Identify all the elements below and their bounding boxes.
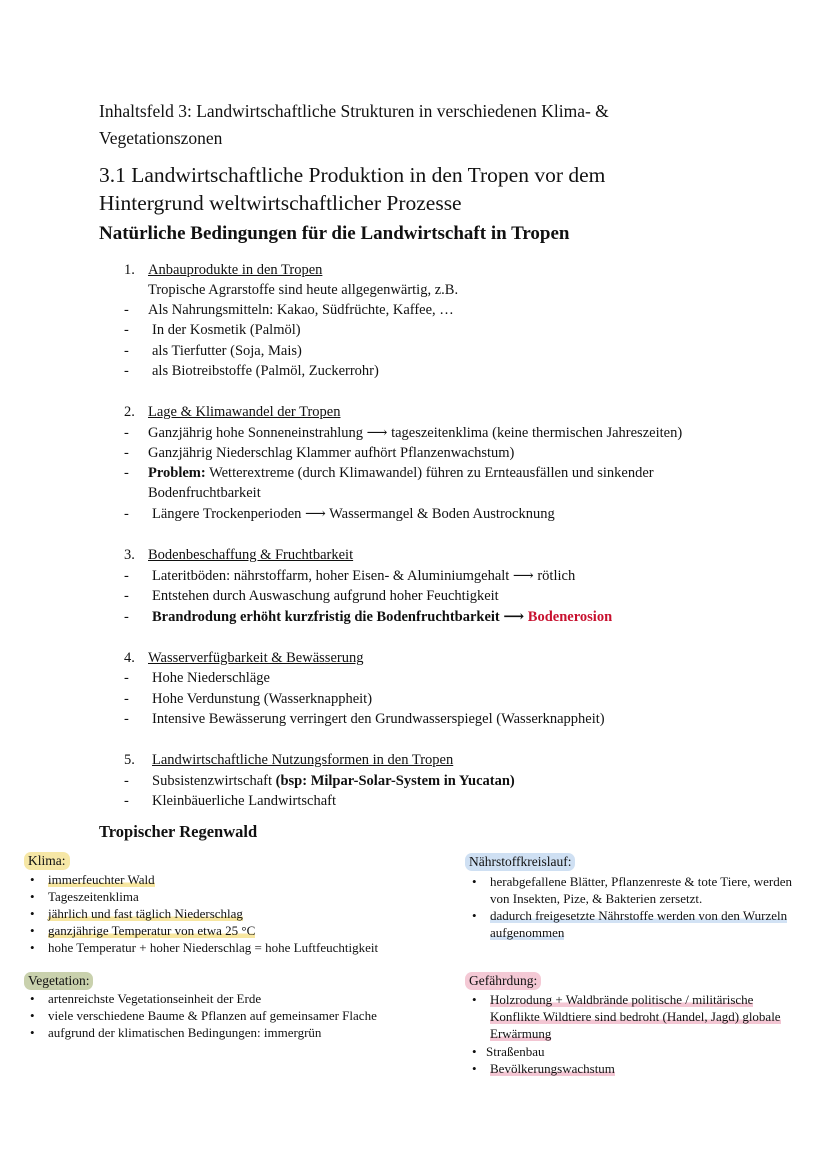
- list-item: als Tierfutter (Soja, Mais): [152, 343, 302, 359]
- section-number: 3.: [124, 547, 135, 563]
- dash-marker: -: [124, 670, 129, 686]
- bullet-marker: •: [30, 1008, 35, 1023]
- content-field-line: Vegetationszonen: [99, 128, 223, 148]
- vegetation-label: Vegetation:: [24, 972, 93, 990]
- section-number: 5.: [124, 752, 135, 768]
- dash-marker: -: [124, 568, 129, 584]
- rainforest-heading: Tropischer Regenwald: [99, 822, 258, 841]
- bullet-marker: •: [30, 1025, 35, 1040]
- dash-marker: -: [124, 588, 129, 604]
- klima-item: [30, 922, 256, 939]
- dash-marker: -: [124, 425, 129, 441]
- gefaehrdung-item-continuation: [490, 1025, 551, 1042]
- vegetation-item-text: viele verschiedene Baume & Pflanzen auf gemeinsamer Flache: [48, 1008, 377, 1023]
- dash-marker: -: [124, 363, 129, 379]
- naehrstoff-item-text: herabgefallene Blätter, Pflanzenreste & tote Tiere, werden: [490, 874, 792, 889]
- naehrstoff-item-continuation: [490, 924, 564, 941]
- section-number: 4.: [124, 650, 135, 666]
- dash-marker: -: [124, 302, 129, 318]
- section-heading: [99, 161, 749, 217]
- vegetation-item: [30, 1007, 377, 1024]
- naehrstoff-item-text: aufgenommen: [490, 925, 565, 940]
- list-item-continuation: Bodenfruchtbarkeit: [148, 485, 261, 501]
- list-item: Lateritböden: nährstoffarm, hoher Eisen- & Aluminiumgehalt ⟶ rötlich: [152, 568, 576, 584]
- section-title: Anbauprodukte in den Tropen: [148, 262, 323, 278]
- section-title: Lage & Klimawandel der Tropen: [148, 404, 341, 420]
- klima-item-text: ganzjährige Temperatur von etwa 25 °C: [48, 923, 256, 938]
- bullet-marker: •: [30, 923, 35, 938]
- bullet-marker: •: [30, 991, 35, 1006]
- list-item: Hohe Niederschläge: [152, 670, 270, 686]
- dash-marker: -: [124, 445, 129, 461]
- gefaehrdung-item-continuation: [490, 1008, 781, 1025]
- vegetation-item-text: aufgrund der klimatischen Bedingungen: immergrün: [48, 1025, 322, 1040]
- gefaehrdung-item: [472, 1043, 545, 1060]
- list-item: Längere Trockenperioden ⟶ Wassermangel & Boden Austrocknung: [152, 506, 555, 522]
- vegetation-item: [30, 1024, 322, 1041]
- vegetation-item: [30, 990, 262, 1007]
- dash-marker: -: [124, 773, 129, 789]
- content-field-heading: [99, 98, 739, 152]
- list-item: Ganzjährig Niederschlag Klammer aufhört Pflanzenwachstum): [148, 445, 515, 461]
- bullet-marker: •: [30, 889, 35, 904]
- bullet-marker: •: [30, 872, 35, 887]
- subsistenz-example: (bsp: Milpar-Solar-System in Yucatan): [275, 773, 515, 789]
- bullet-marker: •: [472, 1044, 477, 1059]
- gefaehrdung-item-text: Holzrodung + Waldbrände politische / militärische: [490, 992, 754, 1007]
- content-field-line: Inhaltsfeld 3: Landwirtschaftliche Strukturen in verschiedenen Klima- &: [99, 101, 609, 121]
- bodenerosion-highlight: Bodenerosion: [527, 609, 613, 625]
- gefaehrdung-item-text: Straßenbau: [486, 1044, 545, 1059]
- section-number: 2.: [124, 404, 135, 420]
- dash-marker: -: [124, 343, 129, 359]
- klima-item-text: Tageszeitenklima: [48, 889, 139, 904]
- list-item: In der Kosmetik (Palmöl): [152, 322, 301, 338]
- naehrstoff-item-text: dadurch freigesetzte Nährstoffe werden von den Wurzeln: [490, 908, 788, 923]
- list-item: [152, 607, 612, 627]
- klima-item-text: hohe Temperatur + hoher Niederschlag = hohe Luftfeuchtigkeit: [48, 940, 379, 955]
- list-item: Ganzjährig hohe Sonneneinstrahlung ⟶ tageszeitenklima (keine thermischen Jahreszeiten): [148, 425, 683, 441]
- list-item: [152, 771, 515, 791]
- gefaehrdung-item: [472, 1060, 615, 1077]
- bullet-marker: •: [472, 1061, 477, 1076]
- dash-marker: -: [124, 691, 129, 707]
- list-item: Kleinbäuerliche Landwirtschaft: [152, 793, 336, 809]
- gefaehrdung-label: Gefährdung:: [465, 972, 541, 990]
- subsistenz-text: Subsistenzwirtschaft: [152, 773, 276, 789]
- gefaehrdung-item: [472, 991, 754, 1008]
- naehrstoff-item: [472, 907, 788, 924]
- brandrodung-text: Brandrodung erhöht kurzfristig die Bodenfruchtbarkeit ⟶: [152, 609, 528, 625]
- page-subtitle: Natürliche Bedingungen für die Landwirtschaft in Tropen: [99, 223, 570, 244]
- section-intro: Tropische Agrarstoffe sind heute allgegenwärtig, z.B.: [148, 282, 459, 298]
- dash-marker: -: [124, 609, 129, 625]
- list-item: als Biotreibstoffe (Palmöl, Zuckerrohr): [152, 363, 379, 379]
- section-heading-line: Hintergrund weltwirtschaftlicher Prozesse: [99, 191, 462, 215]
- dash-marker: -: [124, 711, 129, 727]
- problem-label: Problem:: [148, 465, 206, 481]
- gefaehrdung-item-text: Erwärmung: [490, 1026, 552, 1041]
- section-heading-line: 3.1 Landwirtschaftliche Produktion in den Tropen vor dem: [99, 163, 606, 187]
- gefaehrdung-item-text: Konflikte Wildtiere sind bedroht (Handel, Jagd) globale: [490, 1009, 781, 1024]
- list-item: Hohe Verdunstung (Wasserknappheit): [152, 691, 373, 707]
- gefaehrdung-item-text: Bevölkerungswachstum: [490, 1061, 615, 1076]
- klima-item: [30, 888, 139, 905]
- klima-item-text: jährlich und fast täglich Niederschlag: [48, 906, 243, 921]
- klima-item: [30, 905, 243, 922]
- naehrstoff-item: [472, 873, 792, 890]
- list-item: Intensive Bewässerung verringert den Grundwasserspiegel (Wasserknappheit): [152, 711, 605, 727]
- dash-marker: -: [124, 793, 129, 809]
- bullet-marker: •: [472, 992, 477, 1007]
- naehrstoff-item-continuation: von Insekten, Pize, & Bakterien zersetzt.: [490, 891, 703, 906]
- vegetation-item-text: artenreichste Vegetationseinheit der Erde: [48, 991, 262, 1006]
- naehrstoff-label: Nährstoffkreislauf:: [465, 853, 575, 871]
- klima-item: [30, 939, 379, 956]
- list-item: [148, 463, 654, 483]
- problem-text: Wetterextreme (durch Klimawandel) führen zu Ernteausfällen und sinkender: [205, 465, 654, 481]
- section-number: 1.: [124, 262, 135, 278]
- dash-marker: -: [124, 506, 129, 522]
- list-item: Entstehen durch Auswaschung aufgrund hoher Feuchtigkeit: [152, 588, 499, 604]
- bullet-marker: •: [30, 906, 35, 921]
- section-title: Landwirtschaftliche Nutzungsformen in den Tropen: [152, 752, 454, 768]
- section-title: Wasserverfügbarkeit & Bewässerung: [148, 650, 364, 666]
- dash-marker: -: [124, 322, 129, 338]
- dash-marker: -: [124, 465, 129, 481]
- klima-label: Klima:: [24, 852, 70, 870]
- klima-item-text: immerfeuchter Wald: [48, 872, 155, 887]
- bullet-marker: •: [472, 874, 477, 889]
- bullet-marker: •: [30, 940, 35, 955]
- section-title: Bodenbeschaffung & Fruchtbarkeit: [148, 547, 354, 563]
- klima-item: [30, 871, 155, 888]
- bullet-marker: •: [472, 908, 477, 923]
- list-item: Als Nahrungsmitteln: Kakao, Südfrüchte, Kaffee, …: [148, 302, 454, 318]
